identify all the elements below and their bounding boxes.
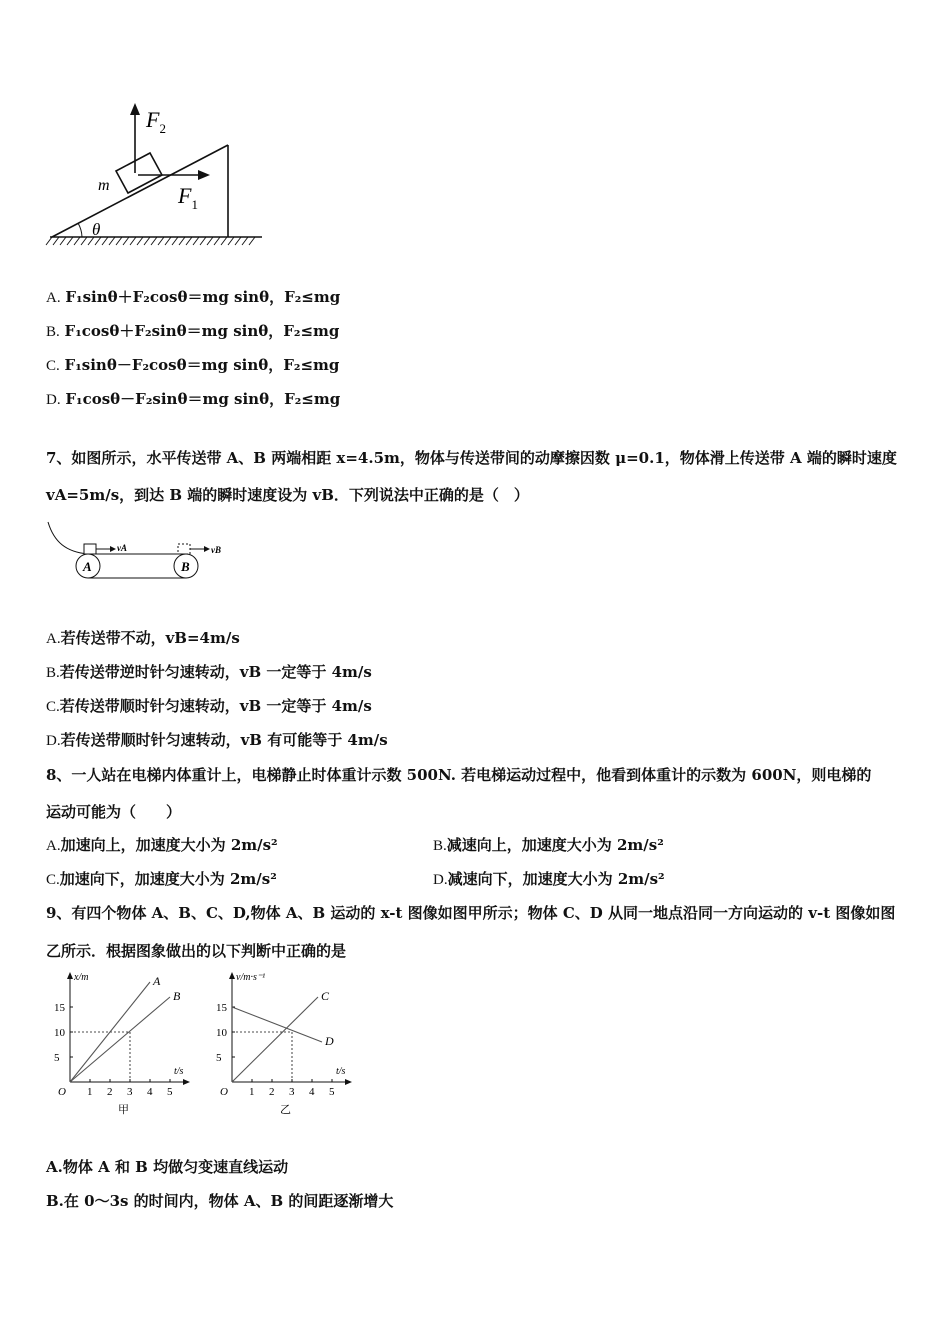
conveyor-figure — [44, 518, 234, 584]
label-f2: $F_2$ — [146, 107, 166, 136]
q8-option-b[interactable]: B.减速向上，加速度大小为 2m/s² — [433, 836, 664, 854]
label-theta: θ — [92, 220, 101, 239]
ground-hatch-mark — [46, 237, 52, 245]
x-tick-label: 5 — [167, 1086, 173, 1098]
q7-option-a[interactable]: A.若传送带不动，vB=4m/s — [46, 629, 240, 647]
ground-hatch-mark — [207, 237, 213, 245]
y-tick-label: 5 — [216, 1052, 222, 1064]
q9-stem-line1: 9、有四个物体 A、B、C、D,物体 A、B 运动的 x-t 图像如图甲所示；物体 C、D 从同一地点沿同一方向运动的 v-t 图像如图 — [46, 904, 896, 922]
q8-stem-line2: 运动可能为（ ） — [46, 803, 182, 821]
ground-hatch-mark — [144, 237, 150, 245]
y-tick-label: 10 — [216, 1027, 227, 1039]
ground-hatch-mark — [102, 237, 108, 245]
origin-label: O — [58, 1086, 66, 1098]
q9-option-a[interactable]: A.物体 A 和 B 均做匀变速直线运动 — [46, 1158, 289, 1176]
x-axis-label: t/s — [174, 1066, 184, 1077]
series-label-c: C — [321, 989, 330, 1003]
y-tick-label: 15 — [54, 1002, 65, 1014]
ground-hatch-mark — [221, 237, 227, 245]
ground-hatch-mark — [214, 237, 220, 245]
incline-figure — [40, 95, 280, 255]
ground-hatch-mark — [151, 237, 157, 245]
y-axis-arrow — [67, 972, 73, 979]
x-tick-label: 1 — [87, 1086, 93, 1098]
va-label: vA — [117, 543, 127, 553]
y-tick-label: 5 — [54, 1052, 60, 1064]
ground-hatch-mark — [179, 237, 185, 245]
series-label-a: A — [153, 974, 161, 988]
ground-hatch-mark — [67, 237, 73, 245]
y-tick-label: 15 — [216, 1002, 227, 1014]
ground-hatch-mark — [130, 237, 136, 245]
object-at-a — [84, 544, 96, 554]
ground-hatch-mark — [172, 237, 178, 245]
ground-hatch-mark — [200, 237, 206, 245]
x-tick-label: 2 — [269, 1086, 275, 1098]
x-tick-label: 4 — [309, 1086, 315, 1098]
x-tick-label: 4 — [147, 1086, 153, 1098]
q7-stem-line1: 7、如图所示，水平传送带 A、B 两端相距 x=4.5m，物体与传送带间的动摩擦因数 μ=0.1，物体滑上传送带 A 端的瞬时速度 — [46, 449, 897, 467]
ground-hatch-mark — [235, 237, 241, 245]
ground-hatch-mark — [109, 237, 115, 245]
series-line-c — [232, 997, 318, 1082]
series-label-d: D — [325, 1034, 334, 1048]
ground-hatch-mark — [158, 237, 164, 245]
x-axis-label: t/s — [336, 1066, 346, 1077]
ground-hatch-mark — [53, 237, 59, 245]
q6-option-d[interactable]: D. F₁cosθ－F₂sinθ＝mg sinθ，F₂≤mg — [46, 390, 341, 408]
object-at-b — [178, 544, 190, 554]
q8-option-a[interactable]: A.加速向上，加速度大小为 2m/s² — [46, 836, 278, 854]
q9-option-b[interactable]: B.在 0～3s 的时间内，物体 A、B 的间距逐渐增大 — [46, 1192, 394, 1210]
q7-option-b[interactable]: B.若传送带逆时针匀速转动，vB 一定等于 4m/s — [46, 663, 372, 681]
chart-jia — [44, 970, 204, 1120]
x-tick-label: 1 — [249, 1086, 255, 1098]
q7-option-d[interactable]: D.若传送带顺时针匀速转动，vB 有可能等于 4m/s — [46, 731, 388, 749]
vb-label: vB — [211, 545, 221, 555]
y-axis-label: x/m — [74, 972, 89, 983]
pulley-b-label: B — [181, 559, 190, 574]
ground-hatch-mark — [242, 237, 248, 245]
ground-hatch-mark — [193, 237, 199, 245]
x-axis-arrow — [345, 1079, 352, 1085]
block-m — [116, 153, 162, 193]
chart-caption: 乙 — [280, 1104, 291, 1116]
q6-option-a[interactable]: A. F₁sinθ＋F₂cosθ＝mg sinθ，F₂≤mg — [46, 288, 341, 306]
series-label-b: B — [173, 989, 181, 1003]
ground-hatch-mark — [81, 237, 87, 245]
y-tick-label: 10 — [54, 1027, 65, 1039]
q6-option-c[interactable]: C. F₁sinθ－F₂cosθ＝mg sinθ，F₂≤mg — [46, 356, 340, 374]
q8-stem-line1: 8、一人站在电梯内体重计上，电梯静止时体重计示数 500N. 若电梯运动过程中，他看到体重计的示数为 600N，则电梯的 — [46, 766, 872, 784]
x-tick-label: 3 — [289, 1086, 295, 1098]
ground-hatch-mark — [186, 237, 192, 245]
origin-label: O — [220, 1086, 228, 1098]
ground-hatch-mark — [165, 237, 171, 245]
q6-option-b[interactable]: B. F₁cosθ＋F₂sinθ＝mg sinθ，F₂≤mg — [46, 322, 340, 340]
q8-option-c[interactable]: C.加速向下，加速度大小为 2m/s² — [46, 870, 277, 888]
ground-hatch-mark — [228, 237, 234, 245]
label-m: m — [98, 177, 110, 194]
y-axis-label: v/m·s⁻¹ — [236, 972, 266, 983]
y-axis-arrow — [229, 972, 235, 979]
x-tick-label: 2 — [107, 1086, 113, 1098]
x-tick-label: 3 — [127, 1086, 133, 1098]
series-line-b — [70, 997, 170, 1082]
q8-option-d[interactable]: D.减速向下，加速度大小为 2m/s² — [433, 870, 665, 888]
angle-arc — [78, 223, 82, 237]
ground-hatch-mark — [116, 237, 122, 245]
x-tick-label: 5 — [329, 1086, 335, 1098]
q9-stem-line2: 乙所示．根据图象做出的以下判断中正确的是 — [46, 942, 347, 960]
q7-stem-line2: vA=5m/s，到达 B 端的瞬时速度设为 vB．下列说法中正确的是（ ） — [46, 486, 529, 504]
chart-yi — [206, 970, 366, 1120]
pulley-a-label: A — [83, 559, 92, 574]
q7-option-c[interactable]: C.若传送带顺时针匀速转动，vB 一定等于 4m/s — [46, 697, 372, 715]
ground-hatch-mark — [137, 237, 143, 245]
ground-hatch-mark — [249, 237, 255, 245]
x-axis-arrow — [183, 1079, 190, 1085]
chart-caption: 甲 — [118, 1104, 129, 1116]
ground-hatch-mark — [60, 237, 66, 245]
ground-hatch-mark — [74, 237, 80, 245]
label-f1: $F_1$ — [178, 183, 198, 212]
ground-hatch-mark — [123, 237, 129, 245]
